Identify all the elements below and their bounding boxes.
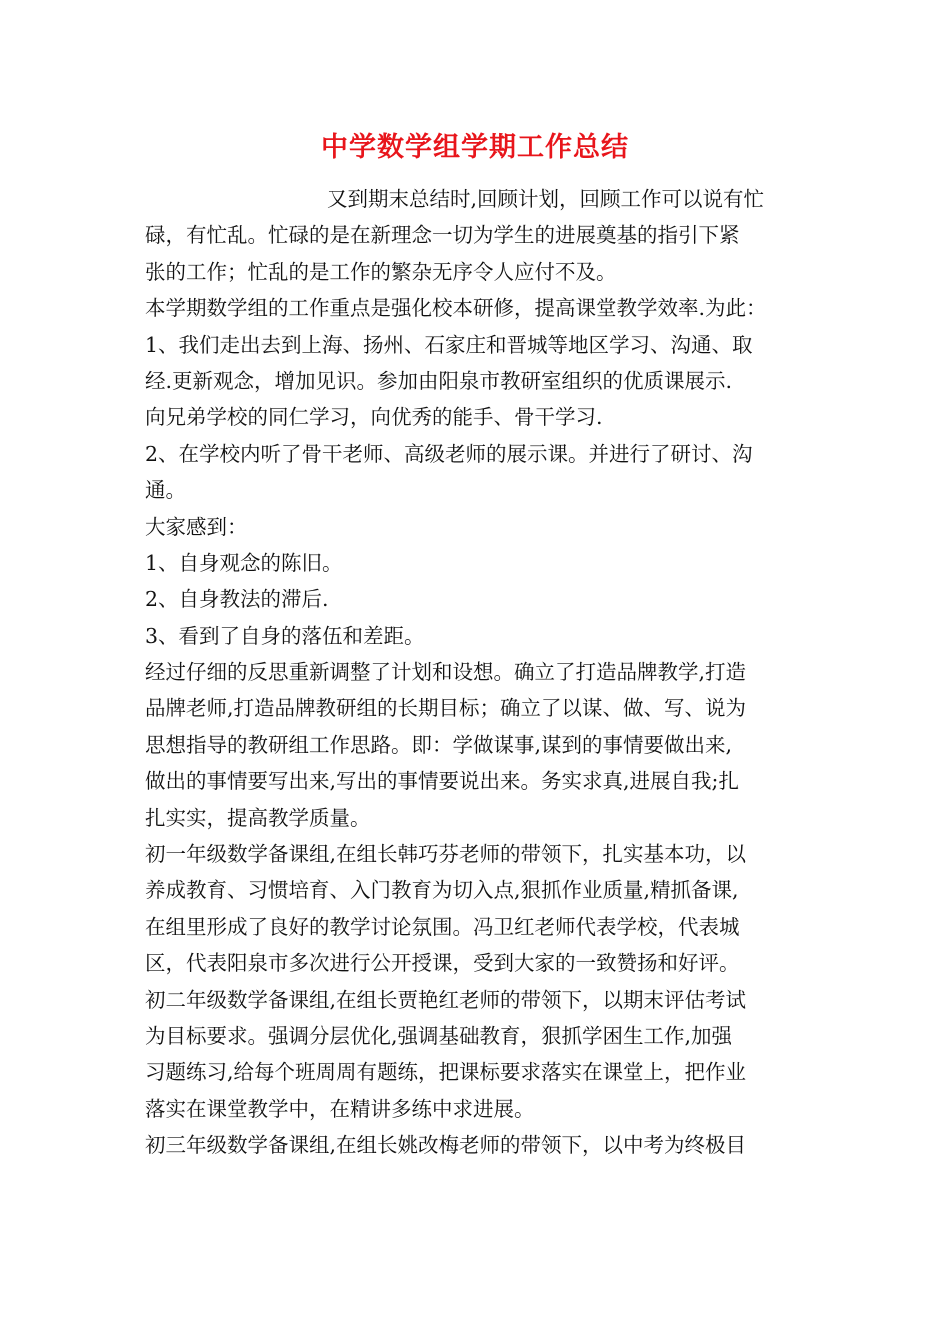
text-line: 在组里形成了良好的教学讨论氛围。冯卫红老师代表学校，代表城 xyxy=(145,914,740,939)
text-line: 张的工作；忙乱的是工作的繁杂无序令人应付不及。 xyxy=(145,259,617,284)
text-line: 本学期数学组的工作重点是强化校本研修，提高课堂教学效率.为此： xyxy=(145,296,767,321)
text-line: 初二年级数学备课组,在组长贾艳红老师的带领下，以期末评估考试 xyxy=(145,987,747,1012)
text-line: 大家感到： xyxy=(145,514,248,539)
paragraph-feeling xyxy=(145,509,817,545)
text-line: 1、我们走出去到上海、扬州、石家庄和晋城等地区学习、沟通、取 xyxy=(145,332,753,357)
document-body xyxy=(145,181,817,1164)
text-line: 扎实实，提高教学质量。 xyxy=(145,805,371,830)
text-line: 3、看到了自身的落伍和差距。 xyxy=(145,623,425,648)
paragraph-item-2 xyxy=(145,436,817,509)
text-line: 品牌老师,打造品牌教研组的长期目标；确立了以谋、做、写、说为 xyxy=(145,696,747,721)
document-title: 中学数学组学期工作总结 xyxy=(321,132,629,163)
text-line: 为目标要求。强调分层优化,强调基础教育，狠抓学困生工作,加强 xyxy=(145,1023,733,1048)
paragraph-intro xyxy=(145,181,817,290)
text-line: 初三年级数学备课组,在组长姚改梅老师的带领下，以中考为终极目 xyxy=(145,1133,747,1158)
text-line: 初一年级数学备课组,在组长韩巧芬老师的带领下，扎实基本功，以 xyxy=(145,842,747,867)
text-line: 习题练习,给每个班周周有题练，把课标要求落实在课堂上，把作业 xyxy=(145,1060,747,1085)
text-line: 思想指导的教研组工作思路。即：学做谋事,谋到的事情要做出来, xyxy=(145,732,733,757)
text-line: 经过仔细的反思重新调整了计划和设想。确立了打造品牌教学,打造 xyxy=(145,660,747,685)
paragraph-grade-8 xyxy=(145,982,817,1128)
text-line: 2、自身教法的滞后. xyxy=(145,587,329,612)
paragraph-feeling-3 xyxy=(145,618,817,654)
paragraph-item-1 xyxy=(145,327,817,436)
text-line: 落实在课堂教学中，在精讲多练中求进展。 xyxy=(145,1096,535,1121)
text-line: 通。 xyxy=(145,478,186,503)
text-line: 区，代表阳泉市多次进行公开授课，受到大家的一致赞扬和好评。 xyxy=(145,951,740,976)
text-line: 1、自身观念的陈旧。 xyxy=(145,550,343,575)
text-line: 经.更新观念，增加见识。参加由阳泉市教研室组织的优质课展示. xyxy=(145,368,733,393)
paragraph-focus xyxy=(145,290,817,326)
text-line: 碌，有忙乱。忙碌的是在新理念一切为学生的进展奠基的指引下紧 xyxy=(145,223,740,248)
text-line: 做出的事情要写出来,写出的事情要说出来。务实求真,进展自我;扎 xyxy=(145,769,739,794)
text-line: 2、在学校内听了骨干老师、高级老师的展示课。并进行了研讨、沟 xyxy=(145,441,753,466)
text-line: 又到期末总结时,回顾计划，回顾工作可以说有忙 xyxy=(327,187,765,211)
text-line: 向兄弟学校的同仁学习，向优秀的能手、骨干学习. xyxy=(145,405,603,430)
text-line: 养成教育、习惯培育、入门教育为切入点,狠抓作业质量,精抓备课, xyxy=(145,878,739,903)
paragraph-grade-9 xyxy=(145,1127,817,1163)
paragraph-grade-7 xyxy=(145,836,817,982)
paragraph-feeling-1 xyxy=(145,545,817,581)
paragraph-reflection xyxy=(145,654,817,836)
paragraph-feeling-2 xyxy=(145,581,817,617)
